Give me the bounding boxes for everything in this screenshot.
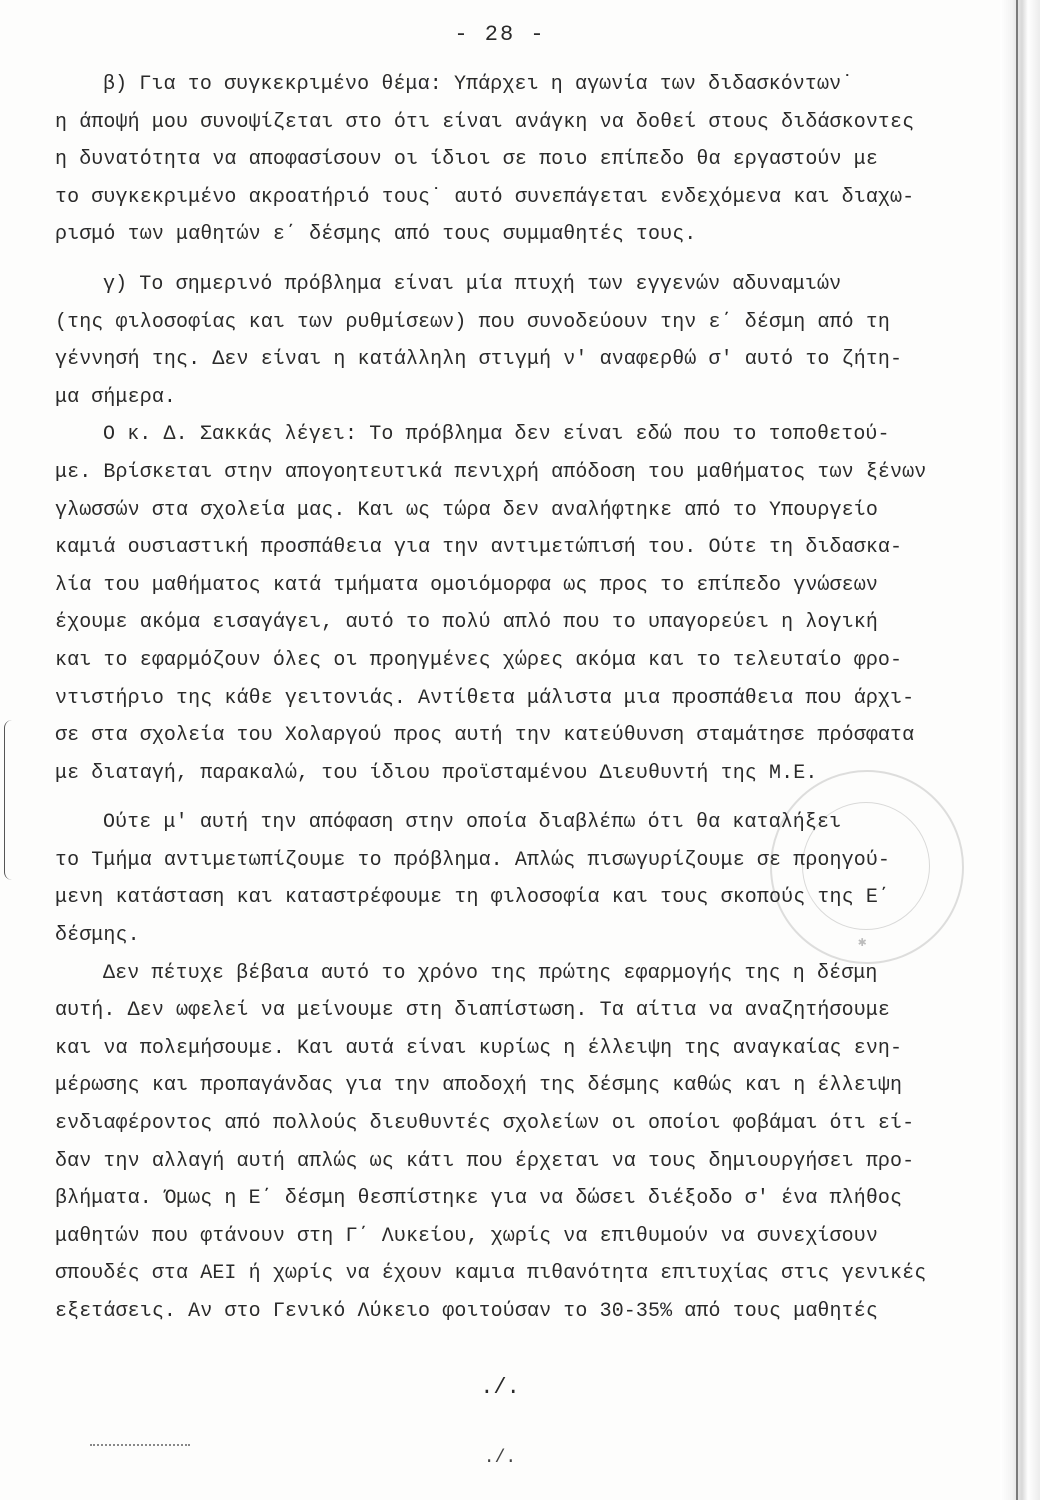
text-line: Ο κ. Δ. Σακκάς λέγει: Το πρόβλημα δεν είναι εδώ που το τοποθετού-: [103, 423, 890, 447]
binding-line: [1016, 0, 1018, 1500]
text-line: μέρωσης και προπαγάνδας για την αποδοχή της δέσμης καθώς και η έλλειψη: [55, 1074, 903, 1098]
margin-bracket-mark: [4, 720, 19, 880]
text-line: με. Βρίσκεται στην απογοητευτικά πενιχρή απόδοση του μαθήματος των ξένων: [55, 460, 927, 484]
text-line: γέννησή της. Δεν είναι η κατάλληλη στιγμή ν' αναφερθώ σ' αυτό το ζήτη-: [55, 348, 903, 372]
footer-dotted-line: [90, 1444, 190, 1446]
text-line: σε στα σχολεία του Χολαργού προς αυτή την κατεύθυνση σταμάτησε πρόσφατα: [55, 724, 915, 748]
text-line: ντιστήριο της κάθε γειτονιάς. Αντίθετα μάλιστα μια προσπάθεια που άρχι-: [55, 686, 915, 710]
text-line: έχουμε ακόμα εισαγάγει, αυτό το πολύ απλό που το υπαγορεύει η λογική: [55, 611, 878, 635]
text-line: ενδιαφέροντος από πολλούς διευθυντές σχολείων οι οποίοι φοβάμαι ότι εί-: [55, 1112, 915, 1136]
binding-edge: [1000, 0, 1040, 1500]
text-line: ρισμό των μαθητών ε΄ δέσμης από τους συμμαθητές τους.: [55, 223, 697, 247]
text-line: δέσμης.: [55, 924, 140, 948]
text-line: λία του μαθήματος κατά τμήματα ομοιόμορφα ως προς το επίπεδο γνώσεων: [55, 573, 878, 597]
text-line: και το εφαρμόζουν όλες οι προηγμένες χώρες ακόμα και το τελευταίο φρο-: [55, 648, 903, 672]
text-line: το συγκεκριμένο ακροατήριό τους˙ αυτό συνεπάγεται ενδεχόμενα και διαχω-: [55, 185, 915, 209]
text-line: Δεν πέτυχε βέβαια αυτό το χρόνο της πρώτης εφαρμογής της η δέσμη: [103, 961, 878, 985]
stamp-star-icon: ✱: [858, 935, 867, 951]
official-stamp: [770, 770, 964, 964]
footer-mark: ./.: [483, 1448, 517, 1468]
text-line: μαθητών που φτάνουν στη Γ΄ Λυκείου, χωρίς να επιθυμούν να συνεχίσουν: [55, 1224, 878, 1248]
stamp-inner-ring: [802, 802, 930, 930]
continuation-mark: ./.: [480, 1375, 520, 1400]
text-line: αυτή. Δεν ωφελεί να μείνουμε στη διαπίστωση. Τα αίτια να αναζητήσουμε: [55, 999, 891, 1023]
text-line: μα σήμερα.: [55, 385, 177, 409]
text-line: εξετάσεις. Αν στο Γενικό Λύκειο φοιτούσαν το 30-35% από τους μαθητές: [55, 1300, 878, 1323]
text-line: Ούτε μ' αυτή την απόφαση στην οποία διαβλέπω ότι θα καταλήξει: [103, 811, 842, 835]
text-line: η άποψή μου συνοψίζεται στο ότι είναι ανάγκη να δοθεί στους διδάσκοντες: [55, 110, 915, 134]
text-line: το Τμήμα αντιμετωπίζουμε το πρόβλημα. Απλώς πισωγυρίζουμε σε προηγού-: [55, 848, 891, 872]
text-line: η δυνατότητα να αποφασίσουν οι ίδιοι σε ποιο επίπεδο θα εργαστούν με: [55, 148, 878, 172]
text-line: γλωσσών στα σχολεία μας. Και ως τώρα δεν αναλήφτηκε από το Υπουργείο: [55, 498, 878, 522]
text-line: γ) Το σημερινό πρόβλημα είναι μία πτυχή των εγγενών αδυναμιών: [103, 272, 842, 296]
text-line: σπουδές στα ΑΕΙ ή χωρίς να έχουν καμια πιθανότητα επιτυχίας στις γενικές: [55, 1262, 927, 1286]
text-line: με διαταγή, παρακαλώ, του ίδιου προϊσταμένου Διευθυντή της Μ.Ε.: [55, 761, 818, 785]
body-text: [55, 66, 985, 1331]
text-line: (της φιλοσοφίας και των ρυθμίσεων) που συνοδεύουν την ε΄ δέσμη από τη: [55, 310, 891, 334]
text-line: β) Για το συγκεκριμένο θέμα: Υπάρχει η αγωνία των διδασκόντων˙: [103, 73, 854, 96]
text-line: και να πολεμήσουμε. Και αυτά είναι κυρίως η έλλειψη της αναγκαίας ενη-: [55, 1036, 903, 1060]
text-line: βλήματα. Όμως η Ε΄ δέσμη θεσπίστηκε για να δώσει διέξοδο σ' ένα πλήθος: [55, 1187, 903, 1211]
text-line: καμιά ουσιαστική προσπάθεια για την αντιμετώπισή του. Ούτε τη διδασκα-: [55, 536, 903, 560]
text-line: μενη κατάσταση και καταστρέφουμε τη φιλοσοφία και τους σκοπούς της Ε΄: [55, 886, 891, 910]
text-line: δαν την αλλαγή αυτή απλώς ως κάτι που έρχεται να τους δημιουργήσει προ-: [55, 1149, 915, 1173]
page-number: - 28 -: [454, 22, 546, 47]
